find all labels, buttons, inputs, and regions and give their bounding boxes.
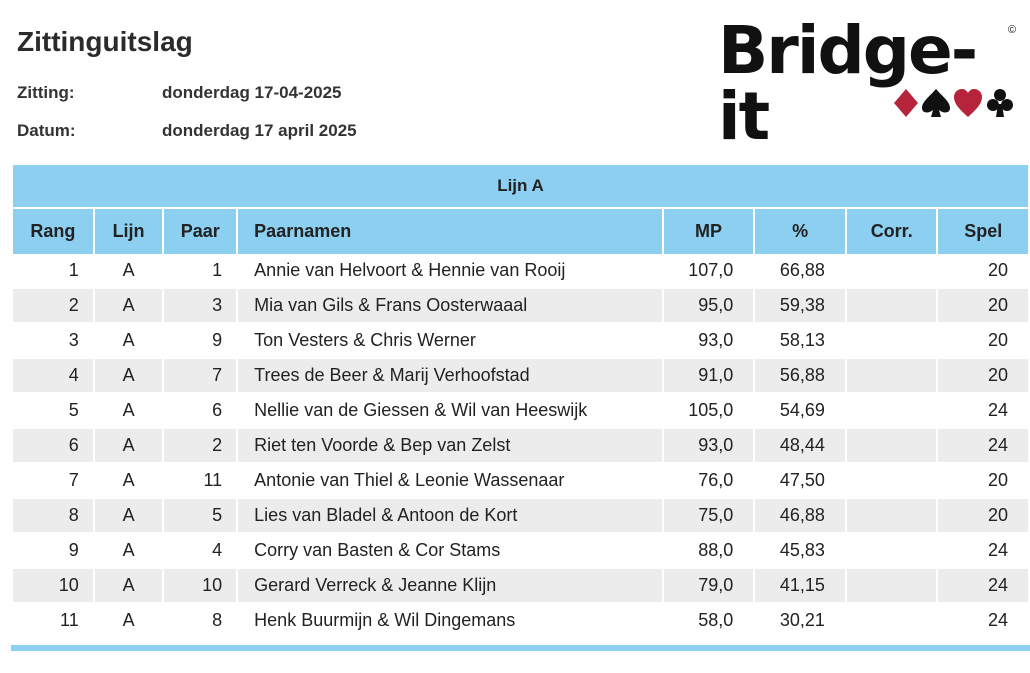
spel-cell: 24 — [938, 429, 1028, 464]
rang-cell: 10 — [13, 569, 93, 604]
mp-cell: 75,0 — [664, 499, 754, 534]
col-paarnamen: Paarnamen — [238, 207, 662, 254]
percentage-cell: 47,50 — [755, 464, 845, 499]
rang-cell: 5 — [13, 394, 93, 429]
percentage-cell: 41,15 — [755, 569, 845, 604]
spel-cell: 20 — [938, 464, 1028, 499]
logo-text: Bridge-it — [718, 12, 977, 155]
mp-cell: 93,0 — [664, 324, 754, 359]
percentage-cell: 66,88 — [755, 254, 845, 289]
table-row — [13, 534, 1028, 569]
lijn-cell: A — [95, 569, 163, 604]
card-suits-icon — [892, 86, 1016, 120]
percentage-cell: 46,88 — [755, 499, 845, 534]
lijn-cell: A — [95, 394, 163, 429]
paar-cell: 5 — [164, 499, 236, 534]
percentage-cell: 45,83 — [755, 534, 845, 569]
spel-cell: 24 — [938, 534, 1028, 569]
table-row — [13, 394, 1028, 429]
paar-cell: 9 — [164, 324, 236, 359]
zitting-value: donderdag 17-04-2025 — [162, 83, 342, 102]
rang-cell: 1 — [13, 254, 93, 289]
spade-icon — [922, 89, 950, 117]
paarnamen-cell: Henk Buurmijn & Wil Dingemans — [238, 604, 662, 639]
lijn-cell: A — [95, 289, 163, 324]
bridge-it-logo — [718, 12, 1023, 155]
corr-cell — [847, 499, 937, 534]
rang-cell: 8 — [13, 499, 93, 534]
col-mp: MP — [664, 207, 754, 254]
table-row — [13, 254, 1028, 289]
group-header-row — [13, 165, 1028, 207]
corr-cell — [847, 324, 937, 359]
table-row — [13, 359, 1028, 394]
table-row — [13, 499, 1028, 534]
paarnamen-cell: Lies van Bladel & Antoon de Kort — [238, 499, 662, 534]
percentage-cell: 48,44 — [755, 429, 845, 464]
col-lijn: Lijn — [95, 207, 163, 254]
results-table — [11, 165, 1030, 639]
table-row — [13, 289, 1028, 324]
lijn-cell: A — [95, 534, 163, 569]
lijn-cell: A — [95, 254, 163, 289]
zitting-label: Zitting: — [17, 83, 75, 102]
paarnamen-cell: Corry van Basten & Cor Stams — [238, 534, 662, 569]
lijn-cell: A — [95, 464, 163, 499]
mp-cell: 93,0 — [664, 429, 754, 464]
spel-cell: 20 — [938, 359, 1028, 394]
lijn-cell: A — [95, 604, 163, 639]
rang-cell: 7 — [13, 464, 93, 499]
col-rang: Rang — [13, 207, 93, 254]
spel-cell: 24 — [938, 604, 1028, 639]
col-corr: Corr. — [847, 207, 937, 254]
lijn-cell: A — [95, 324, 163, 359]
corr-cell — [847, 254, 937, 289]
percentage-cell: 58,13 — [755, 324, 845, 359]
paarnamen-cell: Mia van Gils & Frans Oosterwaaal — [238, 289, 662, 324]
paarnamen-cell: Nellie van de Giessen & Wil van Heeswijk — [238, 394, 662, 429]
spel-cell: 20 — [938, 324, 1028, 359]
corr-cell — [847, 394, 937, 429]
spel-cell: 20 — [938, 289, 1028, 324]
mp-cell: 107,0 — [664, 254, 754, 289]
paar-cell: 10 — [164, 569, 236, 604]
paarnamen-cell: Ton Vesters & Chris Werner — [238, 324, 662, 359]
paarnamen-cell: Trees de Beer & Marij Verhoofstad — [238, 359, 662, 394]
club-icon — [987, 89, 1013, 117]
table-row — [13, 429, 1028, 464]
mp-cell: 91,0 — [664, 359, 754, 394]
paarnamen-cell: Gerard Verreck & Jeanne Klijn — [238, 569, 662, 604]
table-bottom-bar — [11, 645, 1030, 651]
percentage-cell: 30,21 — [755, 604, 845, 639]
col-spel: Spel — [938, 207, 1028, 254]
mp-cell: 58,0 — [664, 604, 754, 639]
datum-label: Datum: — [17, 121, 76, 140]
corr-cell — [847, 429, 937, 464]
paarnamen-cell: Riet ten Voorde & Bep van Zelst — [238, 429, 662, 464]
paar-cell: 8 — [164, 604, 236, 639]
rang-cell: 2 — [13, 289, 93, 324]
spel-cell: 20 — [938, 499, 1028, 534]
mp-cell: 79,0 — [664, 569, 754, 604]
table-row — [13, 569, 1028, 604]
spel-cell: 20 — [938, 254, 1028, 289]
percentage-cell: 56,88 — [755, 359, 845, 394]
rang-cell: 4 — [13, 359, 93, 394]
datum-value: donderdag 17 april 2025 — [162, 121, 357, 140]
paarnamen-cell: Annie van Helvoort & Hennie van Rooij — [238, 254, 662, 289]
paar-cell: 3 — [164, 289, 236, 324]
group-title: Lijn A — [13, 165, 1028, 207]
paar-cell: 11 — [164, 464, 236, 499]
rang-cell: 6 — [13, 429, 93, 464]
corr-cell — [847, 604, 937, 639]
corr-cell — [847, 569, 937, 604]
corr-cell — [847, 289, 937, 324]
paar-cell: 2 — [164, 429, 236, 464]
rang-cell: 3 — [13, 324, 93, 359]
mp-cell: 88,0 — [664, 534, 754, 569]
spel-cell: 24 — [938, 569, 1028, 604]
diamond-icon — [894, 89, 918, 117]
paar-cell: 1 — [164, 254, 236, 289]
corr-cell — [847, 359, 937, 394]
mp-cell: 95,0 — [664, 289, 754, 324]
lijn-cell: A — [95, 359, 163, 394]
paar-cell: 7 — [164, 359, 236, 394]
table-row — [13, 604, 1028, 639]
table-row — [13, 464, 1028, 499]
column-header-row — [13, 207, 1028, 254]
mp-cell: 76,0 — [664, 464, 754, 499]
page-title: Zittinguitslag — [17, 26, 193, 57]
paar-cell: 6 — [164, 394, 236, 429]
lijn-cell: A — [95, 429, 163, 464]
percentage-cell: 54,69 — [755, 394, 845, 429]
percentage-cell: 59,38 — [755, 289, 845, 324]
corr-cell — [847, 464, 937, 499]
paar-cell: 4 — [164, 534, 236, 569]
copyright-mark: © — [1008, 24, 1017, 36]
paarnamen-cell: Antonie van Thiel & Leonie Wassenaar — [238, 464, 662, 499]
heart-icon — [954, 89, 982, 117]
lijn-cell: A — [95, 499, 163, 534]
spel-cell: 24 — [938, 394, 1028, 429]
rang-cell: 9 — [13, 534, 93, 569]
table-row — [13, 324, 1028, 359]
col-pct: % — [755, 207, 845, 254]
col-paar: Paar — [164, 207, 236, 254]
mp-cell: 105,0 — [664, 394, 754, 429]
rang-cell: 11 — [13, 604, 93, 639]
corr-cell — [847, 534, 937, 569]
